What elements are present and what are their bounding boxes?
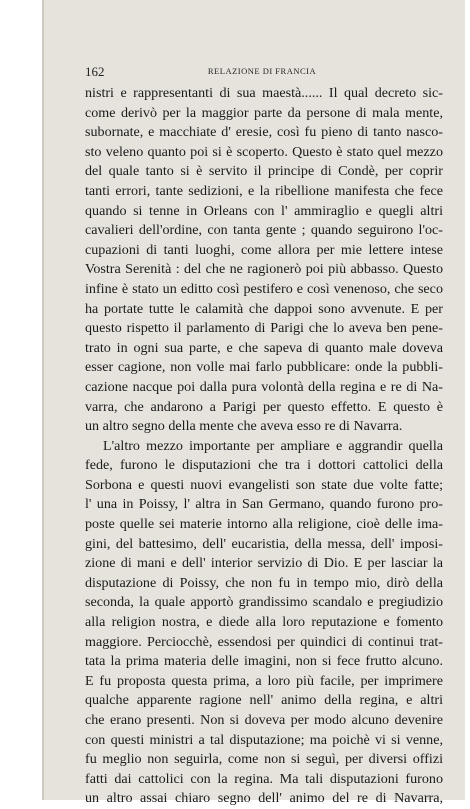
text-line: sto veleno quanto poi si è scoperto. Questo è stato quel mezzo: [85, 143, 443, 160]
text-line: un altro segno della mente che aveva esso re di Navarra.: [85, 418, 403, 435]
text-line: gini, del battesimo, dell' eucaristia, della messa, dell' imposi-: [85, 535, 443, 552]
text-line: l' una in Poissy, l' altra in San Germano, quando furono pro-: [85, 496, 443, 513]
text-line: qualche apparente ragione nell' animo della regina, e altri: [85, 692, 443, 709]
page-number: 162: [85, 64, 105, 79]
text-line: trato in ogni sua parte, e che sapeva di quanto male doveva: [85, 339, 443, 356]
text-line: seconda, la quale apportò grandissimo scandalo e pregiudizio: [85, 594, 443, 611]
text-line: cupazioni di tanti luoghi, come allora per mie lettere intese: [85, 241, 443, 258]
text-line: zione di mani e dell' interior servizio di Dio. E per lasciar la: [85, 555, 443, 572]
text-line: questo rispetto il parlamento di Parigi che lo aveva ben pene-: [85, 320, 443, 337]
text-line: nistri e rappresentanti di sua maestà...... Il qual decreto sic-: [85, 85, 443, 101]
text-line: fede, furono le disputazioni che tra i dottori cattolici della: [85, 457, 443, 474]
text-line: ha portate tutte le calamità che dappoi sono avvenute. E per: [85, 300, 443, 317]
text-line: esser cagione, non volle mai farlo pubblicare: onde la pubbli-: [85, 359, 443, 376]
text-line: subornate, e macchiate d' eresie, così fu pieno di tanto nasco-: [85, 124, 443, 141]
page-edge: [42, 0, 44, 800]
text-line: con questi ministri a tal disputazione; ma poichè vi si venne,: [85, 731, 443, 748]
text-line: L'altro mezzo importante per ampliare e aggrandir quella: [103, 437, 443, 454]
text-line: fatti dai cattolici con la regina. Ma tali disputazioni furono: [85, 770, 443, 787]
text-line: Vostra Serenità : del che ne ragionerò poi più abbasso. Questo: [85, 261, 443, 278]
text-line: infine è stato un editto così pestifero e così venenoso, che seco: [85, 280, 443, 297]
page-header: [85, 64, 439, 80]
text-line: cazione nacque poi dalla pura volontà della regina e re di Na-: [85, 378, 443, 395]
text-line: come derivò per la maggior parte da persone di mala mente,: [85, 104, 443, 121]
text-line: un altro assai chiaro segno dell' animo del re di Navarra,: [85, 790, 443, 807]
text-line: che erano presenti. Non si doveva per modo alcuno devenire: [85, 712, 443, 728]
text-line: quando si tenne in Orleans con l' ammiraglio e quegli altri: [85, 202, 443, 219]
text-line: E fu proposta questa prima, a loro più facile, per imprimere: [85, 672, 443, 689]
text-line: fu meglio non seguirla, come non si seguì, per diversi offizi: [85, 751, 443, 768]
text-line: poste quelle sei materie intorno alla religione, cioè delle ima-: [85, 516, 443, 533]
text-line: tanti errori, tante sedizioni, e la ribellione manifesta che fece: [85, 182, 443, 199]
text-line: Sorbona e questi nuovi evangelisti son state due volte fatte;: [85, 476, 443, 493]
running-head: RELAZIONE DI FRANCIA: [207, 66, 317, 76]
text-line: alla religion nostra, e diede alla loro reputazione e fomento: [85, 614, 443, 631]
text-line: tata la prima materia delle imagini, non si fece frutto alcuno.: [85, 653, 443, 670]
text-line: maggiore. Perciocchè, essendosi per quindici di continui trat-: [85, 633, 443, 650]
text-line: disputazione di Poissy, che non fu in tempo mio, dirò della: [85, 574, 443, 591]
text-line: varra, che andarono a Parigi per questo effetto. E questo è: [85, 398, 443, 415]
text-line: del quale tanto si è servito il principe di Condè, per coprir: [85, 163, 443, 180]
body-text: [85, 84, 443, 809]
text-line: cavalieri dell'ordine, con tanta gente ; quando seguirono l'oc-: [85, 222, 443, 239]
